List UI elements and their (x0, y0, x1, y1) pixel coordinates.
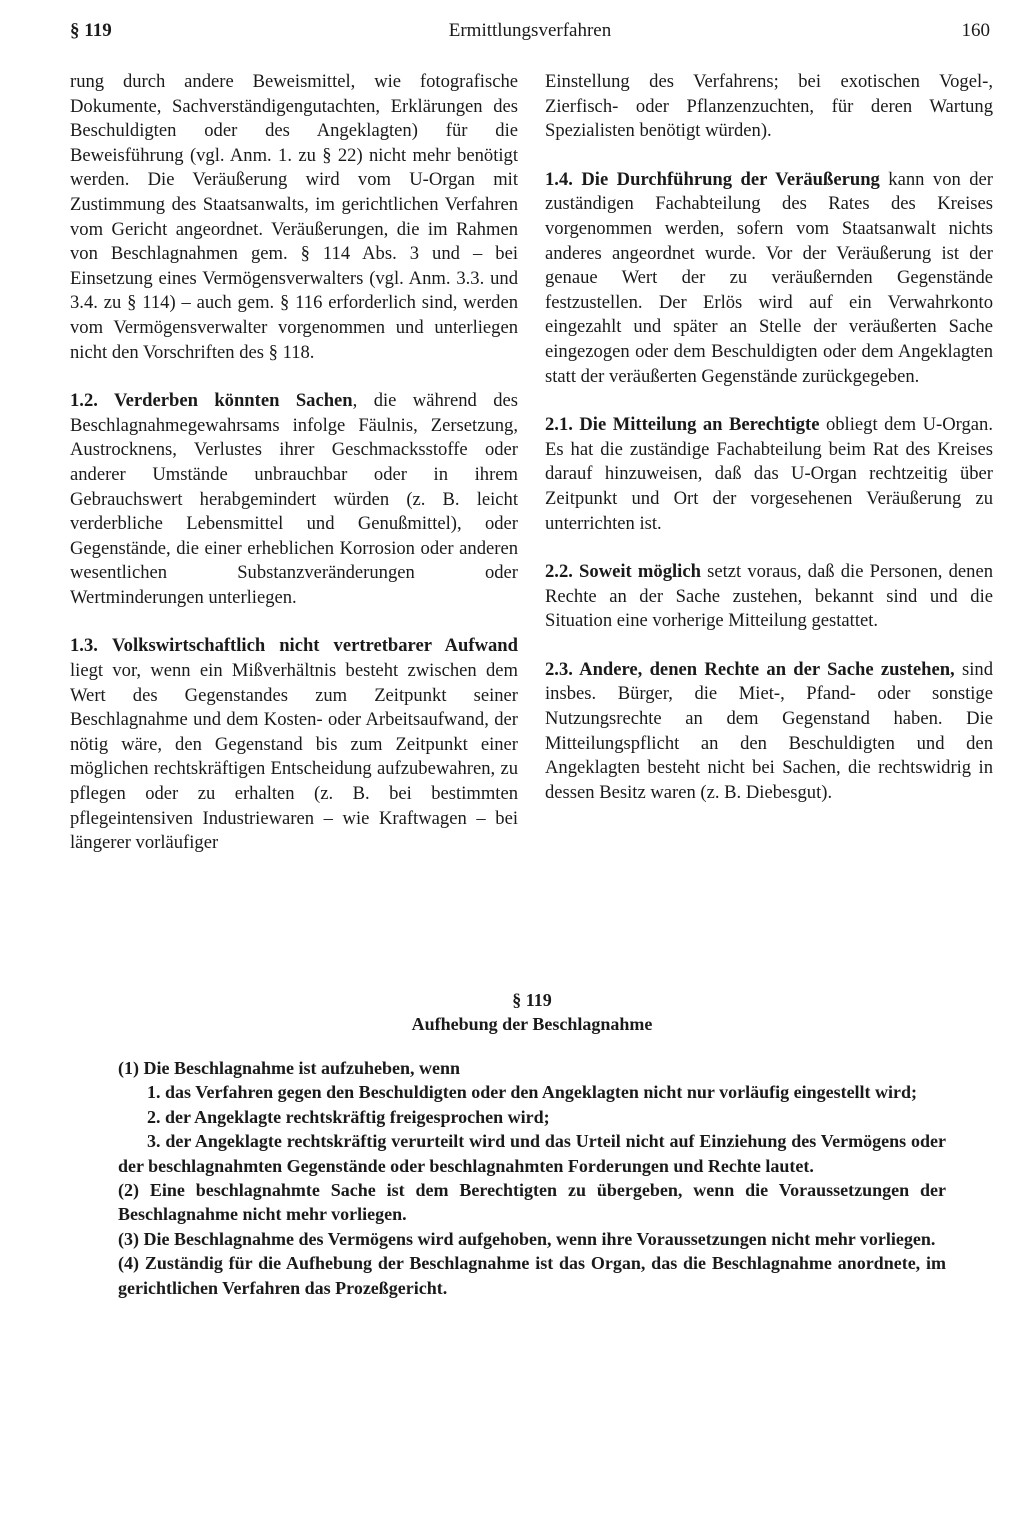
law-item-1: 1. das Verfahren gegen den Beschuldigten oder den Angeklagten nicht nur vorläufig eingestellt wird; (147, 1082, 918, 1103)
header-section: § 119 (70, 20, 112, 41)
law-paragraph-2: (2) Eine beschlagnahmte Sache ist dem Berechtigten zu übergeben, wenn die Voraussetzungen der Beschlagnahme nicht mehr vorliegen. (118, 1180, 946, 1225)
header-title: Ermittlungsverfahren (448, 20, 612, 41)
para-lead: 2.3. Andere, denen Rechte an der Sache zustehen, (545, 658, 955, 680)
page-number: 160 (961, 20, 990, 41)
left-column (70, 70, 518, 856)
para-lead: Volkswirtschaftlich nicht vertretbarer Aufwand (111, 635, 518, 657)
right-paragraph-2 (545, 168, 993, 389)
law-paragraph-4: (4) Zuständig für die Aufhebung der Beschlagnahme ist das Organ, das die Beschlagnahme anordnete, im gerichtlichen Verfahren das Prozeßgericht. (118, 1253, 946, 1298)
law-heading (118, 988, 946, 1036)
para-body: , die während des Beschlagnahmegewahrsams infolge Fäulnis, Zersetzung, Austrocknens, Verlustes ihrer Geschmacksstoffe oder anderer Umstände unbrauchbar oder in ihrem Gebrauchswert herabgemindert würden (z. B. leicht verderbliche Lebensmittel und Genußmittel), oder Gegenstände, die einer erheblichen Korrosion oder anderen wesentlichen Substanzveränderungen oder Wertminderungen unterliegen. (70, 390, 518, 608)
right-paragraph-5 (545, 658, 993, 806)
right-paragraph-3 (545, 413, 993, 536)
left-paragraph-3 (70, 634, 518, 855)
right-paragraph-4 (545, 560, 993, 634)
para-number: 2.1. Die (545, 414, 607, 436)
law-title: Aufhebung der Beschlagnahme (411, 1014, 653, 1034)
page-header (70, 20, 990, 48)
law-text-block (118, 988, 946, 1300)
law-section: § 119 (512, 990, 552, 1010)
para-body: setzt voraus, daß die Personen, denen Rechte an der Sache zustehen, bekannt sind und die Situation eine vorherige Mitteilung gestattet. (545, 561, 993, 632)
para-number: 1.4. Die (545, 168, 609, 190)
para-lead: Durchführung der Veräußerung (616, 168, 880, 190)
para-number: 1.3. (70, 635, 98, 657)
para-body: liegt vor, wenn ein Mißverhältnis besteht zwischen dem Wert des Gegenstandes zum Zeitpunkt seiner Beschlagnahme und dem Kosten- oder Arbeitsaufwand, der nötig wäre, den Gegenstand bis zum Zeitpunkt einer möglichen rechtskräftigen Entscheidung aufzubewahren, zu pflegen oder zu erhalten (z. B. bei bestimmten pflegeintensiven Industriewaren – wie Kraftwagen – bei längerer vorläufiger (70, 660, 518, 854)
para-body: sind insbes. Bürger, die Miet-, Pfand- oder sonstige Nutzungsrechte an dem Gegenstand haben. Die Mitteilungspflicht an den Beschuldigten und den Angeklagten besteht nicht bei Sachen, die rechtswidrig in dessen Besitz waren (z. B. Diebesgut). (545, 658, 993, 803)
right-column (545, 70, 993, 805)
para-lead: 2.2. Soweit möglich (545, 561, 701, 583)
law-item-3: 3. der Angeklagte rechtskräftig verurteilt wird und das Urteil nicht auf Einziehung des Vermögens oder der beschlagnahmten Gegenstände oder beschlagnahmten Forderungen und Rechte lautet. (118, 1131, 946, 1176)
para-body: obliegt dem U-Organ. Es hat die zuständige Fachabteilung beim Rat des Kreises darauf hinzuweisen, daß das U-Organ rechtzeitig über Zeitpunkt und Ort der vorgesehenen Veräußerung zu unterrichten ist. (545, 414, 993, 534)
left-paragraph-1: rung durch andere Beweismittel, wie fotografische Dokumente, Sachverständigengutachten, Erklärungen des Beschuldigten oder des Angeklagten) für die Beweisführung (vgl. Anm. 1. zu § 22) nicht mehr benötigt werden. Die Veräußerung wird vom U-Organ mit Zustimmung des Staatsanwalts, im gerichtlichen Verfahren vom Gericht angeordnet. Veräußerungen, die im Rahmen von Beschlagnahmen gem. § 114 Abs. 3 und – bei Einsetzung eines Vermögensverwalters (vgl. Anm. 3.3. und 3.4. zu § 114) – auch gem. § 116 erforderlich sind, werden vom Vermögensverwalter vorgenommen und unterliegen nicht den Vorschriften des § 118. (70, 71, 518, 363)
law-paragraph-3: (3) Die Beschlagnahme des Vermögens wird aufgehoben, wenn ihre Voraussetzungen nicht mehr vorliegen. (118, 1228, 936, 1249)
left-paragraph-2 (70, 389, 518, 610)
law-paragraph-1: (1) Die Beschlagnahme ist aufzuheben, wenn (118, 1058, 461, 1078)
right-paragraph-1: Einstellung des Verfahrens; bei exotischen Vogel-, Zierfisch- oder Pflanzenzuchten, für deren Wartung Spezialisten benötigt würden). (545, 71, 993, 142)
para-lead: Mitteilung an Berechtigte (612, 414, 820, 436)
para-body: kann von der zuständigen Fachabteilung des Rates des Kreises vorgenommen werden, sofern vom Staatsanwalt nichts anderes angeordnet wurde. Vor der Veräußerung ist der genaue Wert der zu veräußernden Gegenstände festzustellen. Der Erlös wird auf ein Verwahrkonto eingezahlt und später an Stelle der veräußerten Sache eingezogen oder dem Beschuldigten oder dem Angeklagten statt der veräußerten Gegenstände zurückgegeben. (545, 168, 993, 387)
law-item-2: 2. der Angeklagte rechtskräftig freigesprochen wird; (147, 1106, 550, 1127)
para-lead: 1.2. Verderben könnten Sachen (70, 390, 353, 412)
